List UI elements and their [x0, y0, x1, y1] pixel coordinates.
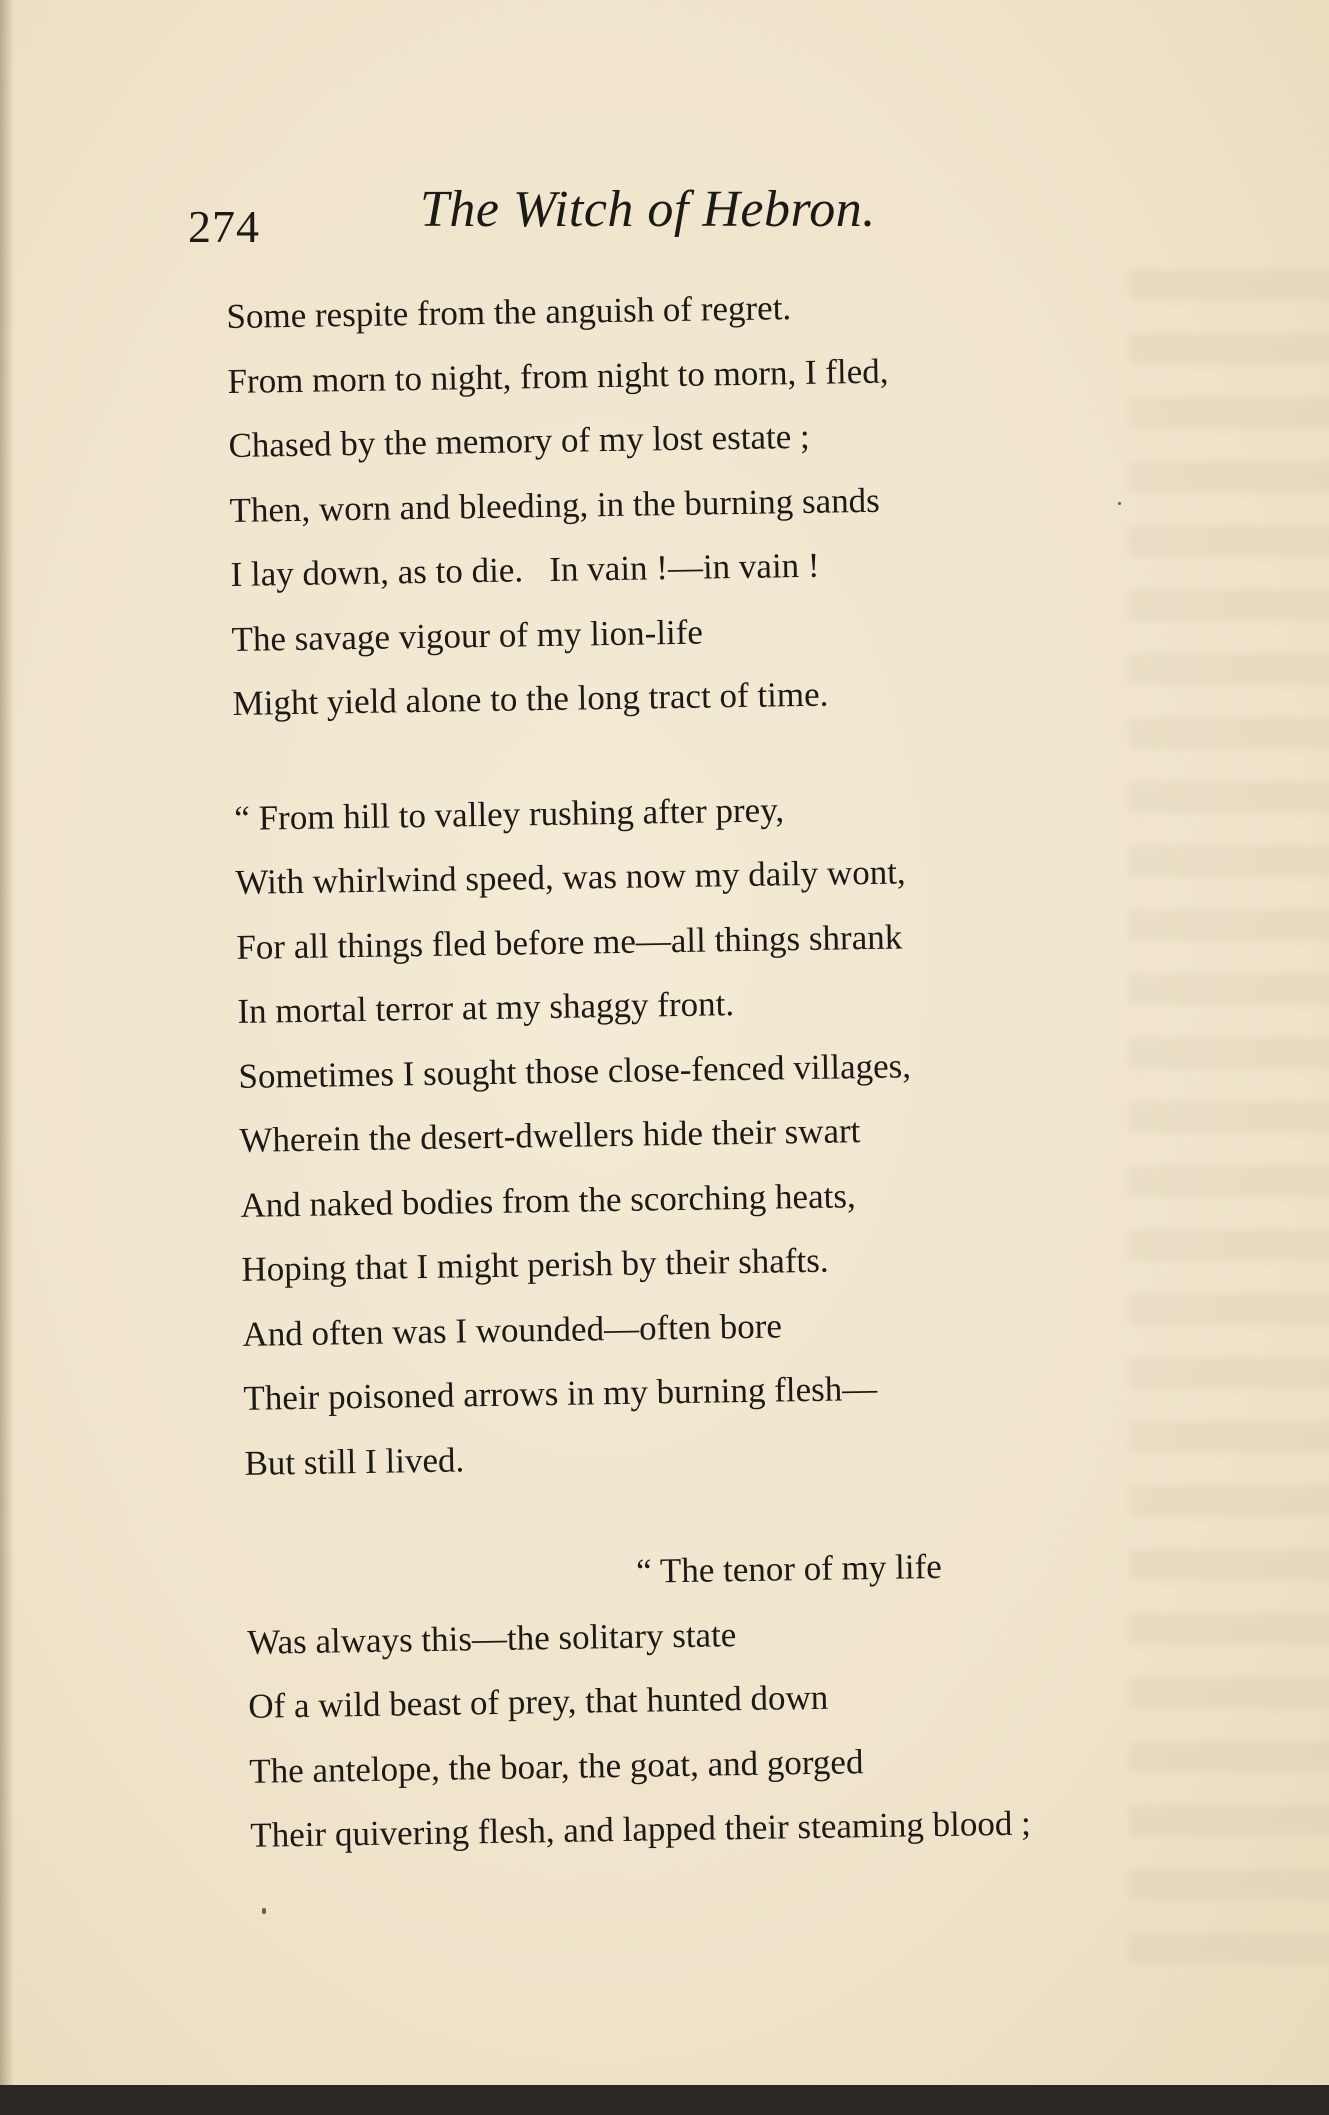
- poem-line: The savage vigour of my lion-life: [231, 612, 704, 659]
- poem-line: Sometimes I sought those close-fenced villages,: [238, 1045, 912, 1096]
- scan-edge: [0, 2085, 1329, 2115]
- poem-line: In mortal terror at my shaggy front.: [237, 984, 735, 1031]
- poem-line: Of a wild beast of prey, that hunted down: [248, 1677, 829, 1726]
- poem-line: With whirlwind speed, was now my daily wont,: [235, 852, 906, 902]
- poem-text: [226, 269, 1252, 1918]
- poem-line: “ The tenor of my life: [635, 1546, 943, 1591]
- poem-line: And naked bodies from the scorching heats,: [240, 1175, 856, 1225]
- poem-line: The antelope, the boar, the goat, and gorged: [249, 1741, 864, 1791]
- page-header: [0, 180, 1329, 260]
- page-number: 274: [188, 201, 260, 252]
- paper-speck: [262, 1908, 266, 1914]
- poem-line: But still I lived.: [244, 1439, 465, 1483]
- poem-line: For all things fled before me—all things shrank: [236, 916, 903, 967]
- running-title: The Witch of Hebron.: [420, 181, 876, 238]
- poem-line: Their quivering flesh, and lapped their steaming blood ;: [250, 1803, 1032, 1855]
- poem-line: Some respite from the anguish of regret.: [226, 288, 792, 336]
- stanza: [246, 1530, 1251, 1868]
- stanza: [234, 771, 1245, 1496]
- gutter-shadow: [0, 0, 14, 2085]
- poem-line: “ From hill to valley rushing after prey,: [234, 789, 785, 838]
- poem-line: From morn to night, from night to morn, I fled,: [227, 351, 889, 401]
- poem-line: Was always this—the solitary state: [247, 1614, 737, 1662]
- poem-line: I lay down, as to die. In vain !—in vain !: [230, 545, 820, 594]
- poem-line: Then, worn and bleeding, in the burning sands: [229, 480, 881, 530]
- poem-line: Might yield alone to the long tract of time.: [232, 674, 829, 723]
- poem-line: And often was I wounded—often bore: [242, 1305, 783, 1354]
- poem-line: Chased by the memory of my lost estate ;: [228, 416, 811, 465]
- poem-line: Their poisoned arrows in my burning flesh—: [243, 1368, 878, 1418]
- poem-line: Wherein the desert-dwellers hide their swart: [239, 1111, 861, 1160]
- paper-speck: [1118, 502, 1121, 505]
- poem-line: Hoping that I might perish by their shafts.: [241, 1240, 829, 1289]
- stanza: [226, 269, 1233, 736]
